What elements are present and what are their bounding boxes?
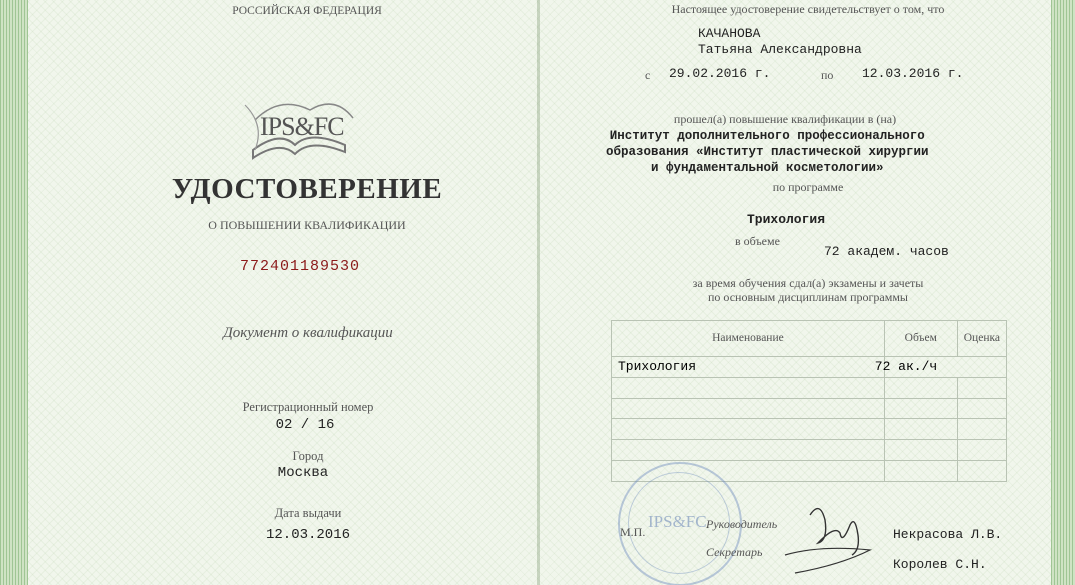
exams-text-2: по основным дисциплинам программы [707,290,909,304]
city-label: Город [292,449,324,463]
program-name: Трихология [746,212,826,227]
secretary-label: Секретарь [706,545,763,559]
table-row [612,356,1007,377]
head-name: Некрасова Л.В. [893,527,1003,542]
institute-line: Институт дополнительного профессионального [609,129,925,143]
signature-icon [780,495,890,580]
certificate-subtitle: О ПОВЫШЕНИИ КВАЛИФИКАЦИИ [208,218,406,232]
logo-text: IPS&FC [260,112,344,141]
table-header-grade: Оценка [957,321,1006,357]
to-label: по [821,68,834,82]
stamp-logo-text: IPS&FC [648,512,707,531]
volume-value: 72 академ. часов [824,244,949,259]
reg-number-value: 02 / 16 [275,417,335,433]
seal-place: М.П. [620,525,646,539]
subject-name: Трихология [612,356,885,377]
program-label: по программе [772,180,844,194]
institute-line: и фундаментальной косметологии» [651,161,884,175]
holder-name: Татьяна Александровна [698,42,862,57]
institute-name [606,128,929,176]
secretary-name: Королев С.Н. [893,557,987,572]
exams-text-1: за время обучения сдал(а) экзамены и зачеты [692,276,924,290]
table-row [612,398,1007,419]
table-header-volume: Объем [884,321,957,357]
city-value: Москва [277,465,329,481]
table-row [612,377,1007,398]
left-ornament-border [0,0,28,585]
subject-volume [874,356,1006,377]
document-type: Документ о квалификации [223,325,393,341]
intro-text: Настоящее удостоверение свидетельствует о том, что [671,2,945,16]
table-header-row [612,321,1007,357]
volume-label: в объеме [735,234,780,248]
issue-date-value: 12.03.2016 [265,527,351,543]
to-date: 12.03.2016 г. [862,66,964,81]
institute-line: образования «Институт пластической хирургии [606,145,929,159]
subject-volume-text: 72 ак./ч [874,359,938,375]
table-row [612,440,1007,461]
from-label: с [645,68,651,82]
table-row [612,419,1007,440]
reg-number-label: Регистрационный номер [242,400,374,414]
right-ornament-border [1051,0,1075,585]
certificate-number: 772401189530 [239,258,361,275]
certificate-title: УДОСТОВЕРЕНИЕ [171,173,443,205]
from-date: 29.02.2016 г. [669,66,771,81]
holder-surname: КАЧАНОВА [698,26,761,41]
passed-text: прошел(а) повышение квалификации в (на) [673,112,897,126]
page-fold [537,0,540,585]
subjects-table [611,320,1007,482]
logo [235,90,365,170]
table-header-name: Наименование [612,321,885,357]
head-label: Руководитель [706,517,778,531]
issue-date-label: Дата выдачи [274,506,342,520]
country-label: РОССИЙСКАЯ ФЕДЕРАЦИЯ [232,5,382,17]
